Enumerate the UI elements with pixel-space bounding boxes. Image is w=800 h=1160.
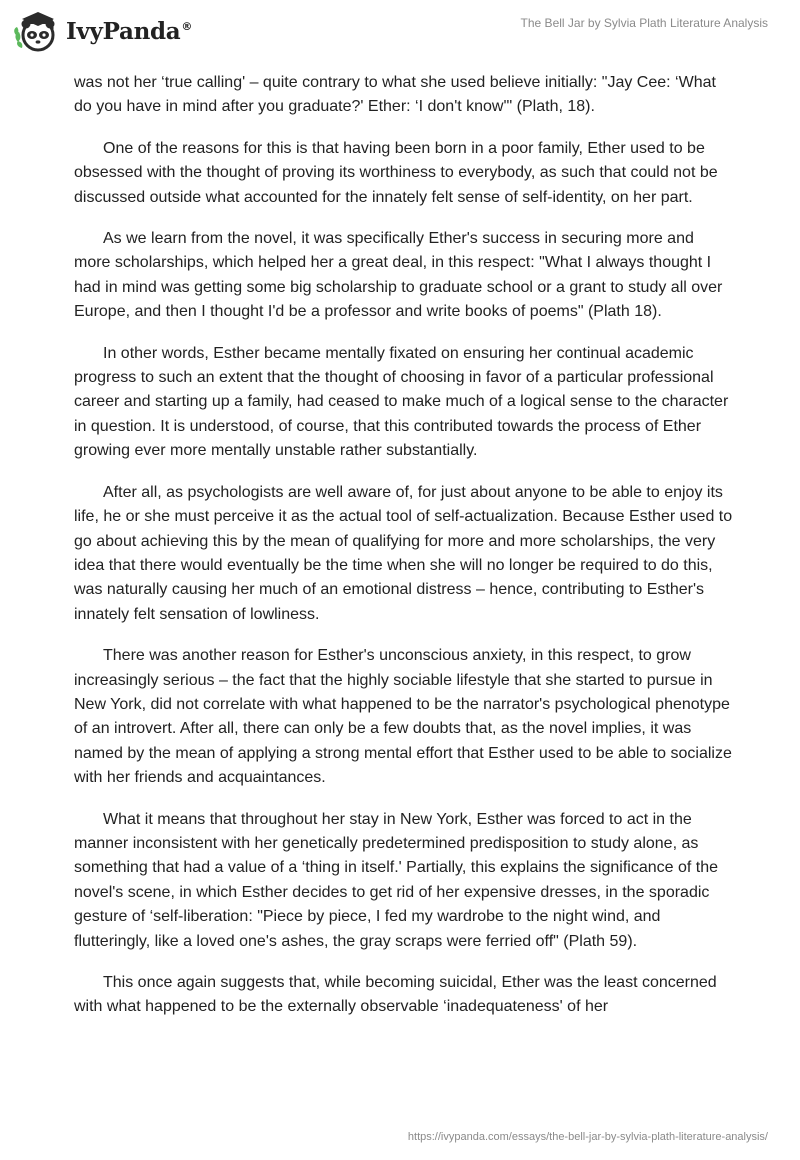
registered-mark: ® <box>181 19 193 33</box>
logo-wordmark <box>66 18 192 45</box>
document-title: The Bell Jar by Sylvia Plath Literature Analysis <box>520 16 768 30</box>
paragraph: In other words, Esther became mentally fixated on ensuring her continual academic progress to such an extent that the thought of choosing in favor of a particular professional career and starting up a family, had ceased to make much of a logical sense to the character in question. It is understood, of course, that this contributed towards the process of Ether growing ever more mentally unstable rather substantially. <box>74 344 729 460</box>
logo-text: IvyPanda <box>66 17 181 45</box>
panda-logo-icon <box>12 8 60 54</box>
paragraph-continued: was not her ‘true calling' – quite contrary to what she used believe initially: "Jay Cee: ‘What do you have in mind after you graduate?' Ether: ‘I don't know'" (Plath, 18). <box>74 74 716 116</box>
source-url-link[interactable]: https://ivypanda.com/essays/the-bell-jar-by-sylvia-plath-literature-analysis/ <box>407 1131 768 1143</box>
essay-body <box>74 71 734 1037</box>
paragraph: What it means that throughout her stay in New York, Esther was forced to act in the manner inconsistent with her genetically predetermined predisposition to study alone, as something that had a value of a ‘thing in itself.' Partially, this explains the significance of the novel's scene, in which Esther decides to get rid of her expensive dresses, in the sporadic gesture of ‘self-liberation: "Piece by piece, I fed my wardrobe to the night wind, and flutteringly, like a loved one's ashes, the gray scraps were ferried off" (Plath 59). <box>74 810 719 950</box>
paragraph: This once again suggests that, while becoming suicidal, Ether was the least concerned with what happened to be the externally observable ‘inadequateness' of her <box>74 974 717 1016</box>
paragraph: One of the reasons for this is that having been born in a poor family, Ether used to be obsessed with the thought of proving its worthiness to everybody, as such that could not be discussed outside what accounted for the innately felt sense of self-identity, on her part. <box>74 139 718 206</box>
paragraph: After all, as psychologists are well aware of, for just about anyone to be able to enjoy its life, he or she must perceive it as the actual tool of self-actualization. Because Esther used to go about achieving this by the mean of qualifying for more and more scholarships, the very idea that there would eventually be the time when she will no longer be required to do this, was naturally causing her much of an emotional distress – hence, contributing to Esther's innately felt sensation of lowliness. <box>74 483 733 623</box>
ivypanda-logo[interactable] <box>12 8 192 54</box>
paragraph: There was another reason for Esther's unconscious anxiety, in this respect, to grow increasingly serious – the fact that the highly sociable lifestyle that she started to pursue in New York, did not correlate with what happened to be the narrator's psychological phenotype of an introvert. After all, there can only be a few doubts that, as the novel implies, it was named by the mean of applying a strong mental effort that Esther used to be able to socialize with her friends and acquaintances. <box>74 647 732 787</box>
paragraph: As we learn from the novel, it was specifically Ether's success in securing more and more scholarships, which helped her a great deal, in this respect: "What I always thought I had in mind was getting some big scholarship to graduate school or a grant to study all over Europe, and then I thought I'd be a professor and write books of poems" (Plath 18). <box>74 230 723 321</box>
page-header <box>0 0 800 64</box>
